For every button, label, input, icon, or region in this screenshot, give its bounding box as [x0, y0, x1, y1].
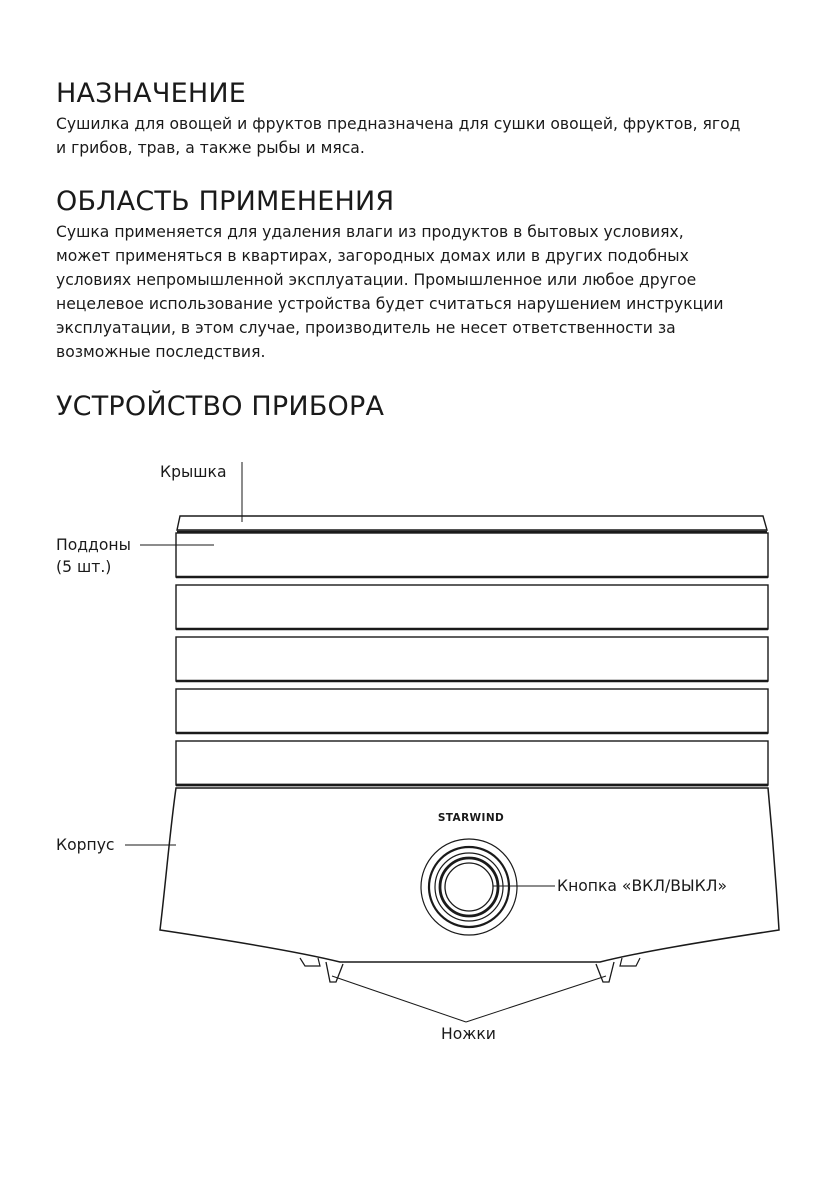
paragraph-line: эксплуатации, в этом случае, производитель не несет ответственности за — [56, 319, 676, 337]
power-button-drawing — [421, 839, 517, 935]
label-feet: Ножки — [441, 1025, 496, 1043]
paragraph-line: и грибов, трав, а также рыбы и мяса. — [56, 139, 365, 157]
lid-drawing — [177, 516, 767, 532]
trays-drawing — [176, 533, 768, 785]
paragraph-line: возможные последствия. — [56, 343, 266, 361]
section-heading-scope: ОБЛАСТЬ ПРИМЕНЕНИЯ — [56, 186, 395, 217]
callout-lines — [125, 462, 606, 1022]
label-trays-count: (5 шт.) — [56, 558, 112, 576]
paragraph-line: Сушилка для овощей и фруктов предназначена для сушки овощей, фруктов, ягод — [56, 115, 741, 133]
section-heading-purpose: НАЗНАЧЕНИЕ — [56, 78, 246, 109]
label-power-button: Кнопка «ВКЛ/ВЫКЛ» — [557, 877, 728, 895]
section-heading-device: УСТРОЙСТВО ПРИБОРА — [56, 391, 385, 422]
label-lid: Крышка — [160, 463, 227, 481]
paragraph-line: нецелевое использование устройства будет считаться нарушением инструкции — [56, 295, 724, 313]
label-body: Корпус — [56, 836, 115, 854]
brand-logo: STARWIND — [437, 812, 505, 824]
label-trays: Поддоны — [56, 536, 131, 554]
paragraph-line: условиях непромышленной эксплуатации. Промышленное или любое другое — [56, 271, 697, 289]
paragraph-line: Сушка применяется для удаления влаги из продуктов в бытовых условиях, — [56, 223, 684, 241]
paragraph-line: может применяться в квартирах, загородных домах или в других подобных — [56, 247, 689, 265]
